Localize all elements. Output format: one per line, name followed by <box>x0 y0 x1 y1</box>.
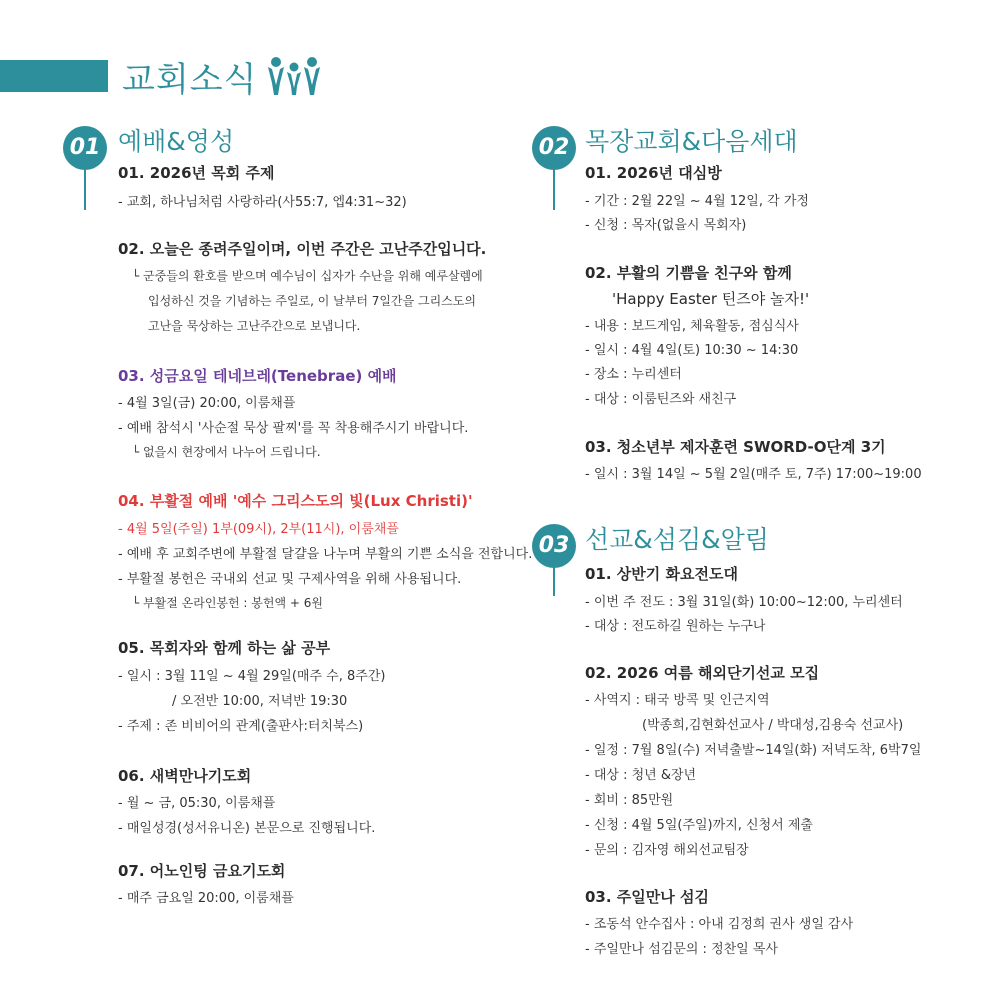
s1-item3-line1: - 4월 3일(금) 20:00, 이룸채플 <box>118 396 296 411</box>
s3-item2-title: 02. 2026 여름 해외단기선교 모집 <box>585 664 820 682</box>
s1-item3-line2: - 예배 참석시 '사순절 묵상 팔찌'를 꼭 착용해주시기 바랍니다. <box>118 421 469 436</box>
section-01-title: 예배&영성 <box>118 127 235 156</box>
s1-item4-title: 04. 부활절 예배 '예수 그리스도의 빛(Lux Christi)' <box>118 492 473 510</box>
s2-item1-line2: - 신청 : 목자(없을시 목회자) <box>585 218 747 233</box>
section-03-badge: 03 <box>532 524 576 568</box>
s1-item5-line3: - 주제 : 존 비비어의 관계(출판사:터치북스) <box>118 719 364 734</box>
section-02-badge: 02 <box>532 126 576 170</box>
s2-item2-line2: - 일시 : 4월 4일(토) 10:30 ~ 14:30 <box>585 343 799 358</box>
s1-item1-title: 01. 2026년 목회 주제 <box>118 164 275 182</box>
s1-item4-line2: - 예배 후 교회주변에 부활절 달걀을 나누며 부활의 기쁜 소식을 전합니다. <box>118 547 533 562</box>
s3-item3-title: 03. 주일만나 섬김 <box>585 888 709 906</box>
header-accent-bar <box>0 60 108 92</box>
section-02-title: 목장교회&다음세대 <box>585 127 798 156</box>
s1-item5-line1: - 일시 : 3월 11일 ~ 4월 29일(매주 수, 8주간) <box>118 669 386 684</box>
s1-item7-title: 07. 어노인팅 금요기도회 <box>118 862 286 880</box>
s1-item6-line2: - 매일성경(성서유니온) 본문으로 진행됩니다. <box>118 821 376 836</box>
page-title: 교회소식 <box>122 60 258 100</box>
s3-item2-line1: - 사역지 : 태국 방콕 및 인근지역 <box>585 693 770 708</box>
s2-item3-title: 03. 청소년부 제자훈련 SWORD-O단계 3기 <box>585 438 886 456</box>
s3-item1-line2: - 대상 : 전도하길 원하는 누구나 <box>585 619 766 634</box>
s1-item4-sub1: └ 부활절 온라인봉헌 : 봉헌액 + 6원 <box>132 596 323 610</box>
s1-item2-title: 02. 오늘은 종려주일이며, 이번 주간은 고난주간입니다. <box>118 240 487 258</box>
s1-item4-line3: - 부활절 봉헌은 국내외 선교 및 구제사역을 위해 사용됩니다. <box>118 572 462 587</box>
people-icon <box>266 55 322 95</box>
s2-item2-title: 02. 부활의 기쁨을 친구와 함께 <box>585 264 792 282</box>
s3-item3-line2: - 주일만나 섬김문의 : 정찬일 목사 <box>585 942 778 957</box>
s3-item2-line2: (박종희,김현화선교사 / 박대성,김용숙 선교사) <box>642 718 904 733</box>
s1-item2-sub3: 고난을 묵상하는 고난주간으로 보냅니다. <box>148 319 361 333</box>
s1-item5-title: 05. 목회자와 함께 하는 삶 공부 <box>118 639 331 657</box>
s3-item2-line4: - 대상 : 청년 &장년 <box>585 768 697 783</box>
s1-item3-sub1: └ 없을시 현장에서 나누어 드립니다. <box>132 445 321 459</box>
s3-item2-line7: - 문의 : 김자영 해외선교팀장 <box>585 843 749 858</box>
s2-item1-line1: - 기간 : 2월 22일 ~ 4월 12일, 각 가정 <box>585 194 809 209</box>
s1-item6-title: 06. 새벽만나기도회 <box>118 767 252 785</box>
s3-item2-line6: - 신청 : 4월 5일(주일)까지, 신청서 제출 <box>585 818 813 833</box>
s2-item2-title2: 'Happy Easter 틴즈야 놀자!' <box>612 290 810 308</box>
s1-item7-line1: - 매주 금요일 20:00, 이룸채플 <box>118 891 294 906</box>
s3-item3-line1: - 조동석 안수집사 : 아내 김정희 권사 생일 감사 <box>585 917 854 932</box>
s2-item2-line1: - 내용 : 보드게임, 체육활동, 점심식사 <box>585 319 799 334</box>
s1-item1-line1: - 교회, 하나님처럼 사랑하라(사55:7, 엡4:31~32) <box>118 195 407 210</box>
s3-item2-line5: - 회비 : 85만원 <box>585 793 674 808</box>
s2-item2-line4: - 대상 : 이룸틴즈와 새친구 <box>585 392 737 407</box>
s2-item3-line1: - 일시 : 3월 14일 ~ 5월 2일(매주 토, 7주) 17:00~19:00 <box>585 467 922 482</box>
s1-item3-title: 03. 성금요일 테네브레(Tenebrae) 예배 <box>118 367 397 385</box>
s2-item2-line3: - 장소 : 누리센터 <box>585 367 682 382</box>
section-03-title: 선교&섬김&알림 <box>585 525 769 554</box>
s1-item2-sub1: └ 군중들의 환호를 받으며 예수님이 십자가 수난을 위해 예루살렘에 <box>132 269 483 283</box>
s1-item4-line1: - 4월 5일(주일) 1부(09시), 2부(11시), 이룸채플 <box>118 522 399 537</box>
section-01-badge: 01 <box>63 126 107 170</box>
s3-item2-line3: - 일정 : 7월 8일(수) 저녁출발~14일(화) 저녁도착, 6박7일 <box>585 743 922 758</box>
s3-item1-title: 01. 상반기 화요전도대 <box>585 565 738 583</box>
s3-item1-line1: - 이번 주 전도 : 3월 31일(화) 10:00~12:00, 누리센터 <box>585 595 903 610</box>
s1-item2-sub2: 입성하신 것을 기념하는 주일로, 이 날부터 7일간을 그리스도의 <box>148 294 476 308</box>
s1-item6-line1: - 월 ~ 금, 05:30, 이룸채플 <box>118 796 276 811</box>
s2-item1-title: 01. 2026년 대심방 <box>585 164 722 182</box>
s1-item5-line2: / 오전반 10:00, 저녁반 19:30 <box>172 694 348 709</box>
